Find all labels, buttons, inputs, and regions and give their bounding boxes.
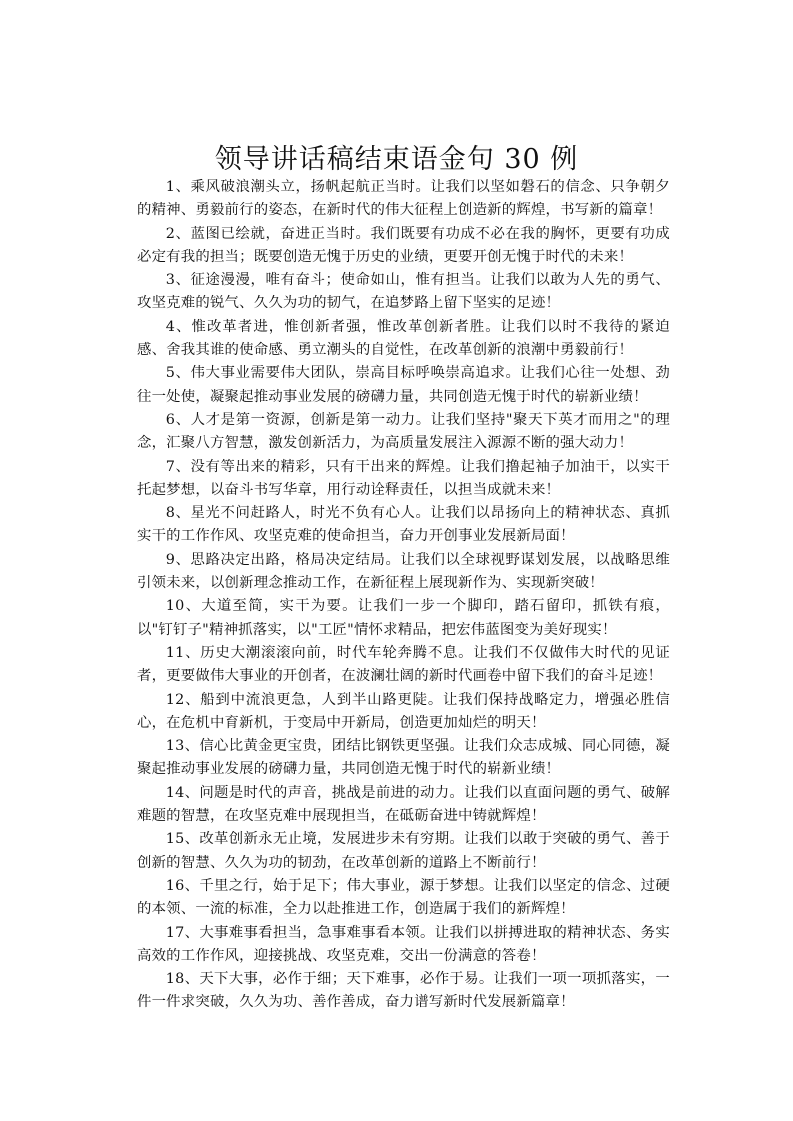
paragraph-13: 13、信心比黄金更宝贵，团结比钢铁更坚强。让我们众志成城、同心同德，凝聚起推动事业发展的磅礴力量，共同创造无愧于时代的崭新业绩！ xyxy=(137,738,670,778)
paragraph-18: 18、天下大事，必作于细；天下难事，必作于易。让我们一项一项抓落实，一件一件求突破，久久为功、善作善成，奋力谱写新时代发展新篇章！ xyxy=(137,971,670,1011)
paragraph-3: 3、征途漫漫，唯有奋斗；使命如山，惟有担当。让我们以敢为人先的勇气、攻坚克难的锐气、久久为功的韧气，在追梦路上留下坚实的足迹！ xyxy=(137,272,670,312)
paragraph-10: 10、大道至简，实干为要。让我们一步一个脚印，踏石留印，抓铁有痕，以"钉钉子"精神抓落实，以"工匠"情怀求精品，把宏伟蓝图变为美好现实！ xyxy=(137,598,670,638)
paragraph-16: 16、千里之行，始于足下；伟大事业，源于梦想。让我们以坚定的信念、过硬的本领、一流的标准，全力以赴推进工作，创造属于我们的新辉煌！ xyxy=(137,877,670,918)
paragraph-6: 6、人才是第一资源，创新是第一动力。让我们坚持"聚天下英才而用之"的理念，汇聚八方智慧，激发创新活力，为高质量发展注入源源不断的强大动力！ xyxy=(137,411,670,452)
paragraph-11: 11、历史大潮滚滚向前，时代车轮奔腾不息。让我们不仅做伟大时代的见证者，更要做伟大事业的开创者，在波澜壮阔的新时代画卷中留下我们的奋斗足迹！ xyxy=(137,644,670,685)
paragraph-2: 2、蓝图已绘就，奋进正当时。我们既要有功成不必在我的胸怀，更要有功成必定有我的担当；既要创造无愧于历史的业绩，更要开创无愧于时代的未来！ xyxy=(137,225,670,265)
paragraph-12: 12、船到中流浪更急，人到半山路更陡。让我们保持战略定力，增强必胜信心，在危机中育新机，于变局中开新局，创造更加灿烂的明天！ xyxy=(137,691,670,731)
paragraph-8: 8、星光不问赶路人，时光不负有心人。让我们以昂扬向上的精神状态、真抓实干的工作作风、攻坚克难的使命担当，奋力开创事业发展新局面！ xyxy=(137,505,670,545)
paragraph-7: 7、没有等出来的精彩，只有干出来的辉煌。让我们撸起袖子加油干，以实干托起梦想，以奋斗书写华章，用行动诠释责任，以担当成就未来！ xyxy=(137,458,670,498)
paragraph-9: 9、思路决定出路，格局决定结局。让我们以全球视野谋划发展，以战略思维引领未来，以创新理念推动工作，在新征程上展现新作为、实现新突破！ xyxy=(137,551,670,592)
paragraph-5: 5、伟大事业需要伟大团队，崇高目标呼唤崇高追求。让我们心往一处想、劲往一处使，凝聚起推动事业发展的磅礴力量，共同创造无愧于时代的崭新业绩！ xyxy=(137,365,670,405)
paragraph-17: 17、大事难事看担当，急事难事看本领。让我们以拼搏进取的精神状态、务实高效的工作作风，迎接挑战、攻坚克难，交出一份满意的答卷！ xyxy=(137,924,670,964)
paragraph-4: 4、惟改革者进，惟创新者强，惟改革创新者胜。让我们以时不我待的紧迫感、舍我其谁的使命感、勇立潮头的自觉性，在改革创新的浪潮中勇毅前行！ xyxy=(137,318,670,359)
document-body xyxy=(137,176,670,1015)
paragraph-1: 1、乘风破浪潮头立，扬帆起航正当时。让我们以坚如磐石的信念、只争朝夕的精神、勇毅前行的姿态，在新时代的伟大征程上创造新的辉煌，书写新的篇章！ xyxy=(137,179,670,219)
paragraph-15: 15、改革创新永无止境，发展进步未有穷期。让我们以敢于突破的勇气、善于创新的智慧、久久为功的韧劲，在改革创新的道路上不断前行！ xyxy=(137,831,670,871)
document-title: 领导讲话稿结束语金句 30 例 xyxy=(214,144,579,175)
paragraph-14: 14、问题是时代的声音，挑战是前进的动力。让我们以直面问题的勇气、破解难题的智慧，在攻坚克难中展现担当，在砥砺奋进中铸就辉煌！ xyxy=(137,784,670,825)
